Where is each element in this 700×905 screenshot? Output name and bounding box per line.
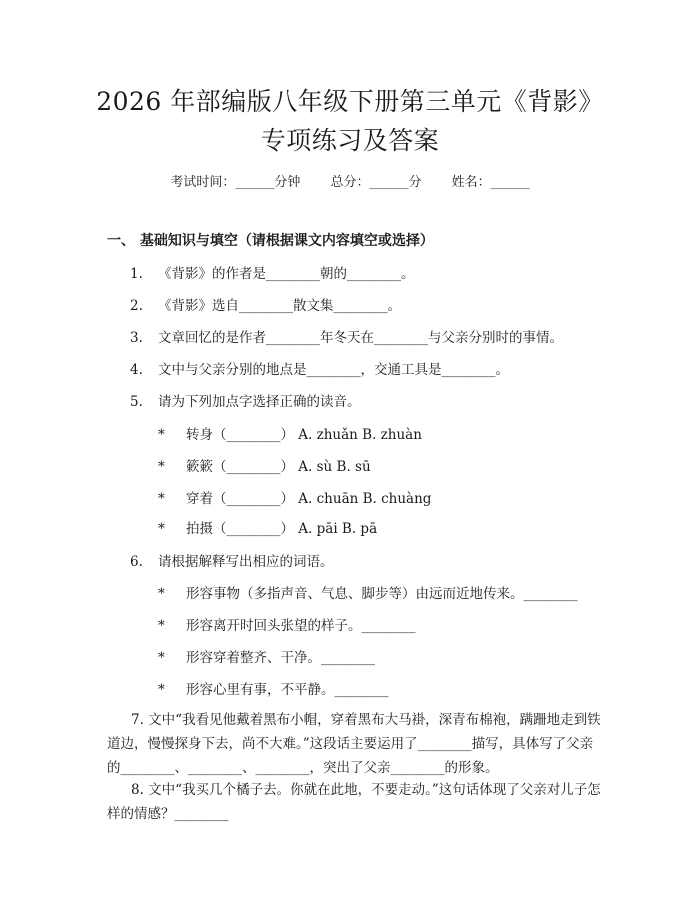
option-item bbox=[158, 423, 422, 443]
option-text: 簌簌（________） A. sù B. sū bbox=[186, 459, 371, 475]
document-title-line2: 专项练习及答案 bbox=[260, 126, 440, 155]
question-number: 3. bbox=[130, 330, 143, 346]
bullet-star-icon: * bbox=[158, 491, 165, 507]
question-3 bbox=[130, 326, 563, 346]
option-text: 转身（________） A. zhuǎn B. zhuàn bbox=[186, 427, 422, 443]
option-text: 形容穿着整齐、干净。________ bbox=[186, 650, 375, 666]
question-number: 4. bbox=[130, 362, 143, 378]
question-number: 6. bbox=[130, 554, 143, 570]
option-item bbox=[158, 582, 578, 602]
bullet-star-icon: * bbox=[158, 682, 165, 698]
bullet-star-icon: * bbox=[158, 618, 165, 634]
question-text: 《背影》选自________散文集________。 bbox=[158, 298, 401, 314]
option-text: 穿着（________） A. chuān B. chuàng bbox=[186, 491, 432, 507]
question-text: 请为下列加点字选择正确的读音。 bbox=[158, 394, 361, 410]
question-number: 1. bbox=[130, 266, 143, 282]
question-6 bbox=[130, 550, 334, 570]
question-1 bbox=[130, 262, 415, 282]
option-item bbox=[158, 455, 371, 475]
question-text: 请根据解释写出相应的词语。 bbox=[158, 554, 334, 570]
option-item bbox=[158, 678, 389, 698]
student-name: 姓名：______ bbox=[451, 175, 530, 190]
document-title-line1: 2026 年部编版八年级下册第三单元《背影》 bbox=[96, 87, 604, 116]
section-heading: 一、 基础知识与填空（请根据课文内容填空或选择） bbox=[107, 233, 434, 249]
question-text: 《背影》的作者是________朝的________。 bbox=[158, 266, 415, 282]
exam-time: 考试时间：______分钟 bbox=[170, 175, 301, 190]
question-8: 8. 文中“我买几个橘子去。你就在此地，不要走动。”这句话体现了父亲对儿子怎样的情感？________ bbox=[107, 782, 601, 822]
bullet-star-icon: * bbox=[158, 650, 165, 666]
exam-meta bbox=[0, 171, 700, 190]
question-7: 7. 文中“我看见他戴着黑布小帽，穿着黑布大马褂，深青布棉袍，蹒跚地走到铁道边，慢慢探身下去，尚不大难。”这段话主要运用了________描写，具体写了父亲的________、________、________，突出了父亲________的形象。 bbox=[107, 712, 601, 776]
option-item bbox=[158, 646, 375, 666]
option-text: 形容事物（多指声音、气息、脚步等）由远而近地传来。________ bbox=[186, 586, 578, 602]
question-number: 2. bbox=[130, 298, 143, 314]
option-text: 拍摄（________） A. pāi B. pā bbox=[186, 521, 378, 537]
question-text: 文章回忆的是作者________年冬天在________与父亲分别时的事情。 bbox=[158, 330, 563, 346]
question-4 bbox=[130, 358, 509, 378]
question-number: 5. bbox=[130, 394, 143, 410]
question-5 bbox=[130, 390, 361, 410]
bullet-star-icon: * bbox=[158, 586, 165, 602]
option-item bbox=[158, 487, 431, 507]
bullet-star-icon: * bbox=[158, 521, 165, 537]
option-item bbox=[158, 517, 377, 537]
option-text: 形容心里有事，不平静。________ bbox=[186, 682, 389, 698]
question-2 bbox=[130, 294, 401, 314]
option-text: 形容离开时回头张望的样子。________ bbox=[186, 618, 416, 634]
bullet-star-icon: * bbox=[158, 459, 165, 475]
bullet-star-icon: * bbox=[158, 427, 165, 443]
option-item bbox=[158, 614, 416, 634]
exam-score: 总分：______分 bbox=[330, 175, 422, 190]
question-text: 文中与父亲分别的地点是________，交通工具是________。 bbox=[158, 362, 509, 378]
